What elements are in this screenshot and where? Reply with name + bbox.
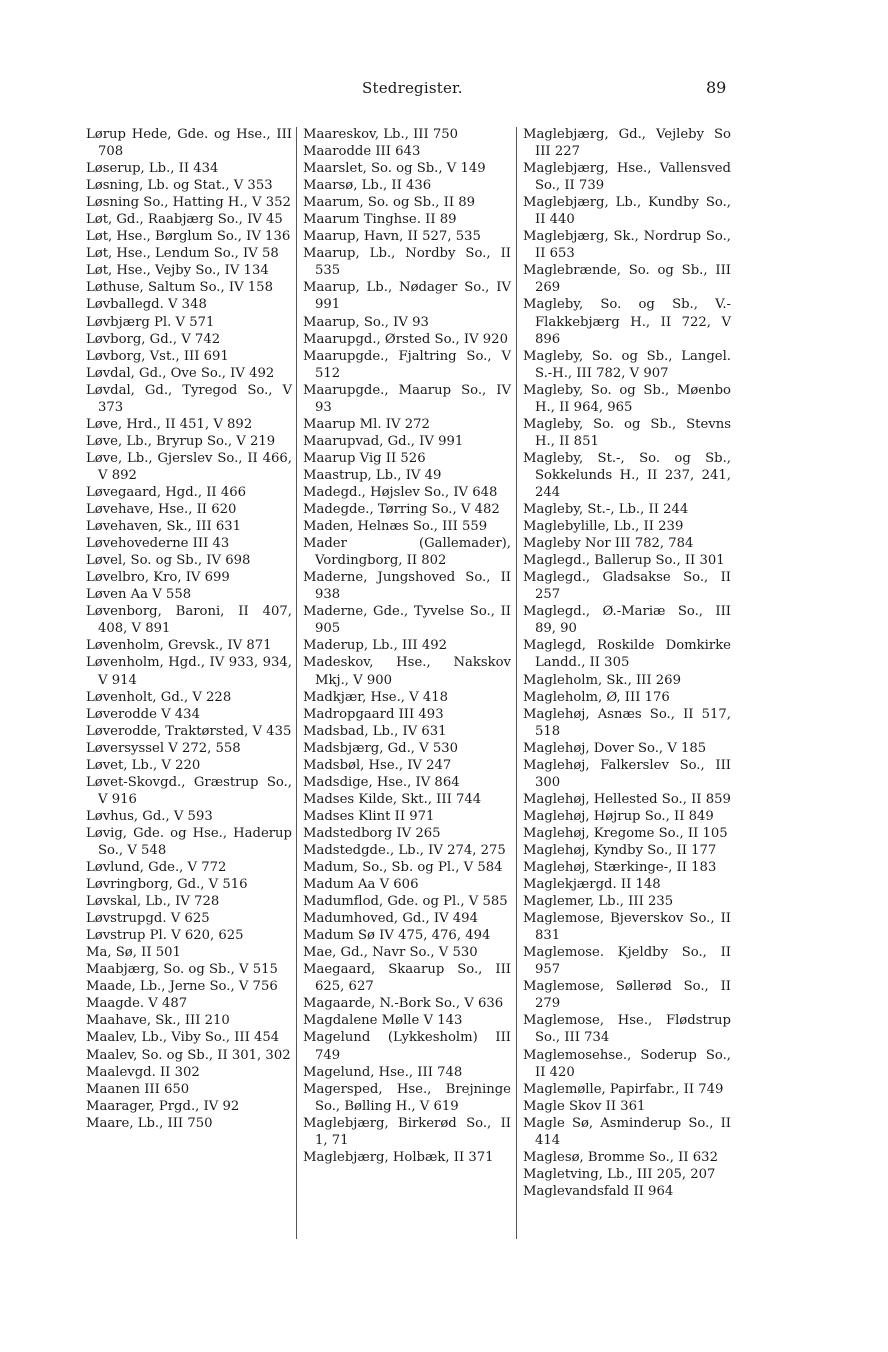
index-entry: Maglehøj, Stærkinge-, II 183 bbox=[523, 860, 717, 876]
index-entry: Løvskal, Lb., IV 728 bbox=[86, 894, 220, 910]
index-entry: Maagde. V 487 bbox=[86, 996, 188, 1012]
index-entry: Maglehøj, Hellested So., II 859 bbox=[523, 791, 731, 807]
index-entry: Maglehøj, Asnæs So., II 517, 518 bbox=[523, 706, 731, 739]
index-entry: Maglemer, Lb., III 235 bbox=[523, 894, 674, 910]
index-entry: Magletving, Lb., III 205, 207 bbox=[523, 1166, 716, 1182]
index-entry: Løve, Lb., Bryrup So., V 219 bbox=[86, 433, 276, 449]
index-column-1 bbox=[86, 126, 292, 1132]
index-entry: Maarupgde., Maarup So., IV 93 bbox=[303, 382, 511, 415]
index-entry: Maglegd., Ø.-Mariæ So., III 89, 90 bbox=[523, 604, 731, 637]
index-entry: Maarsø, Lb., II 436 bbox=[303, 178, 432, 194]
index-entry: Løve, Lb., Gjerslev So., II 466, V 892 bbox=[86, 450, 292, 483]
page-number: 89 bbox=[706, 78, 727, 97]
index-entry: Magleby, So. og Sb., Møenbo H., II 964, 965 bbox=[523, 382, 731, 415]
index-entry: Løvig, Gde. og Hse., Haderup So., V 548 bbox=[86, 825, 292, 858]
index-entry: Maglemose. Kjeldby So., II 957 bbox=[523, 945, 731, 978]
running-header-title: Stedregister. bbox=[362, 79, 463, 97]
index-entry: Maarup, Lb., Nordby So., II 535 bbox=[303, 246, 511, 279]
index-entry: Maglemølle, Papirfabr., II 749 bbox=[523, 1081, 724, 1097]
index-entry: Løvlund, Gde., V 772 bbox=[86, 860, 227, 876]
index-entry: Maglebrænde, So. og Sb., III 269 bbox=[523, 263, 731, 296]
index-entry: Maderup, Lb., III 492 bbox=[303, 638, 448, 654]
index-entry: Løvbjærg Pl. V 571 bbox=[86, 314, 215, 330]
index-entry: Maderne, Gde., Tyvelse So., II 905 bbox=[303, 604, 511, 637]
column-divider bbox=[516, 127, 517, 1239]
index-entry: Madumflod, Gde. og Pl., V 585 bbox=[303, 894, 508, 910]
index-entry: Maarup, So., IV 93 bbox=[303, 314, 429, 330]
index-entry: Magleholm, Ø, III 176 bbox=[523, 689, 670, 705]
index-entry: Løvet, Lb., V 220 bbox=[86, 757, 201, 773]
index-entry: Magelund, Hse., III 748 bbox=[303, 1064, 463, 1080]
index-entry: Magleby Nor III 782, 784 bbox=[523, 536, 694, 552]
index-entry: Løvborg, Vst., III 691 bbox=[86, 348, 229, 364]
index-entry: Løvstrup Pl. V 620, 625 bbox=[86, 928, 244, 944]
index-entry: Løvehovederne III 43 bbox=[86, 536, 230, 552]
index-entry: Maarup Vig II 526 bbox=[303, 450, 426, 466]
index-entry: Løt, Hse., Lendum So., IV 58 bbox=[86, 246, 279, 262]
index-entry: Maglebylille, Lb., II 239 bbox=[523, 519, 684, 535]
index-entry: Løserup, Lb., II 434 bbox=[86, 161, 219, 177]
index-entry: Løvel, So. og Sb., IV 698 bbox=[86, 553, 251, 569]
index-entry: Maade, Lb., Jerne So., V 756 bbox=[86, 979, 278, 995]
index-entry: Maglehøj, Falkerslev So., III 300 bbox=[523, 757, 731, 790]
index-column-2 bbox=[303, 126, 511, 1166]
index-entry: Løsning, Lb. og Stat., V 353 bbox=[86, 178, 273, 194]
index-entry: Løvhus, Gd., V 593 bbox=[86, 808, 213, 824]
index-entry: Maglebjærg, Lb., Kundby So., II 440 bbox=[523, 195, 731, 228]
index-entry: Madum, So., Sb. og Pl., V 584 bbox=[303, 860, 503, 876]
index-entry: Maglesø, Bromme So., II 632 bbox=[523, 1149, 718, 1165]
index-entry: Magle Sø, Asminderup So., II 414 bbox=[523, 1115, 731, 1148]
index-entry: Maglevandsfald II 964 bbox=[523, 1183, 674, 1199]
index-entry: Løvet-Skovgd., Græstrup So., V 916 bbox=[86, 774, 292, 807]
index-entry: Løvballegd. V 348 bbox=[86, 297, 207, 313]
index-entry: Madkjær, Hse., V 418 bbox=[303, 689, 449, 705]
index-entry: Maglehøj, Dover So., V 185 bbox=[523, 740, 707, 756]
index-entry: Løsning So., Hatting H., V 352 bbox=[86, 195, 291, 211]
index-entry: Maegaard, Skaarup So., III 625, 627 bbox=[303, 962, 511, 995]
index-entry: Madses Kilde, Skt., III 744 bbox=[303, 791, 482, 807]
index-entry: Maanen III 650 bbox=[86, 1081, 190, 1097]
index-entry: Magle Skov II 361 bbox=[523, 1098, 646, 1114]
index-entry: Maare, Lb., III 750 bbox=[86, 1115, 213, 1131]
index-entry: Maden, Helnæs So., III 559 bbox=[303, 519, 488, 535]
index-entry: Madstedborg IV 265 bbox=[303, 825, 441, 841]
index-entry: Maglehøj, Kyndby So., II 177 bbox=[523, 842, 717, 858]
index-entry: Mae, Gd., Navr So., V 530 bbox=[303, 945, 478, 961]
index-entry: Maglegd., Ballerup So., II 301 bbox=[523, 553, 725, 569]
index-entry: Maglemose, Bjeverskov So., II 831 bbox=[523, 911, 731, 944]
index-entry: Madum Aa V 606 bbox=[303, 877, 419, 893]
index-entry: Magaarde, N.-Bork So., V 636 bbox=[303, 996, 504, 1012]
index-entry: Løt, Hse., Børglum So., IV 136 bbox=[86, 229, 291, 245]
index-entry: Maglebjærg, Birkerød So., II 1, 71 bbox=[303, 1115, 511, 1148]
index-entry: Magleby, St.-, Lb., II 244 bbox=[523, 502, 689, 518]
index-entry: Madegde., Tørring So., V 482 bbox=[303, 502, 500, 518]
index-entry: Lørup Hede, Gde. og Hse., III 708 bbox=[86, 127, 292, 160]
index-entry: Maglemose, Søllerød So., II 279 bbox=[523, 979, 731, 1012]
index-entry: Maarup Ml. IV 272 bbox=[303, 416, 430, 432]
index-entry: Løvdal, Gd., Ove So., IV 492 bbox=[86, 365, 275, 381]
index-entry: Maglekjærgd. II 148 bbox=[523, 877, 661, 893]
index-entry: Maarupvad, Gd., IV 991 bbox=[303, 433, 464, 449]
index-entry: Maastrup, Lb., IV 49 bbox=[303, 467, 442, 483]
index-entry: Maarup, Havn, II 527, 535 bbox=[303, 229, 481, 245]
index-entry: Magleby, So. og Sb., V.-Flakkebjærg H., II 722, V 896 bbox=[523, 297, 731, 347]
index-entry: Maglemose, Hse., Flødstrup So., III 734 bbox=[523, 1013, 731, 1046]
index-entry: Maareskov, Lb., III 750 bbox=[303, 127, 459, 142]
index-entry: Løvehaven, Sk., III 631 bbox=[86, 519, 242, 535]
index-entry: Løthuse, Saltum So., IV 158 bbox=[86, 280, 273, 296]
index-entry: Løvringborg, Gd., V 516 bbox=[86, 877, 248, 893]
index-entry: Maglemosehse., Soderup So., II 420 bbox=[523, 1047, 731, 1080]
index-entry: Madsdige, Hse., IV 864 bbox=[303, 774, 460, 790]
index-entry: Madsbad, Lb., IV 631 bbox=[303, 723, 447, 739]
index-entry: Løvstrupgd. V 625 bbox=[86, 911, 210, 927]
index-entry: Løverodde, Traktørsted, V 435 bbox=[86, 723, 292, 739]
index-entry: Madumhoved, Gd., IV 494 bbox=[303, 911, 478, 927]
index-entry: Maarupgd., Ørsted So., IV 920 bbox=[303, 331, 508, 347]
index-entry: Madses Klint II 971 bbox=[303, 808, 435, 824]
index-entry: Løve, Hrd., II 451, V 892 bbox=[86, 416, 253, 432]
index-entry: Maglehøj, Højrup So., II 849 bbox=[523, 808, 714, 824]
index-entry: Løven Aa V 558 bbox=[86, 587, 192, 603]
index-column-3 bbox=[523, 126, 731, 1200]
index-entry: Magersped, Hse., Brejninge So., Bølling H., V 619 bbox=[303, 1081, 511, 1114]
index-entry: Maglegd., Gladsakse So., II 257 bbox=[523, 570, 731, 603]
index-entry: Maarum Tinghse. II 89 bbox=[303, 212, 457, 228]
index-entry: Maglehøj, Kregome So., II 105 bbox=[523, 825, 728, 841]
index-entry: Løvenborg, Baroni, II 407, 408, V 891 bbox=[86, 604, 292, 637]
index-entry: Maarum, So. og Sb., II 89 bbox=[303, 195, 476, 211]
index-entry: Løvdal, Gd., Tyregod So., V 373 bbox=[86, 382, 292, 415]
index-entry: Maglebjærg, Gd., Vejleby So III 227 bbox=[523, 127, 731, 160]
index-entry: Mader (Gallemader), Vordingborg, II 802 bbox=[303, 536, 511, 569]
index-entry: Maahave, Sk., III 210 bbox=[86, 1013, 230, 1029]
index-entry: Madeskov, Hse., Nakskov Mkj., V 900 bbox=[303, 655, 511, 688]
index-entry: Magleby, St.-, So. og Sb., Sokkelunds H., II 237, 241, 244 bbox=[523, 450, 731, 500]
index-entry: Ma, Sø, II 501 bbox=[86, 945, 181, 961]
index-entry: Maalevgd. II 302 bbox=[86, 1064, 200, 1080]
index-entry: Maglebjærg, Holbæk, II 371 bbox=[303, 1149, 494, 1165]
index-entry: Maarup, Lb., Nødager So., IV 991 bbox=[303, 280, 511, 313]
index-entry: Løt, Hse., Vejby So., IV 134 bbox=[86, 263, 269, 279]
index-entry: Madropgaard III 493 bbox=[303, 706, 444, 722]
index-entry: Løvelbro, Kro, IV 699 bbox=[86, 570, 230, 586]
index-entry: Madstedgde., Lb., IV 274, 275 bbox=[303, 842, 506, 858]
index-entry: Maarslet, So. og Sb., V 149 bbox=[303, 161, 486, 177]
index-entry: Madsbjærg, Gd., V 530 bbox=[303, 740, 459, 756]
index-entry: Madsbøl, Hse., IV 247 bbox=[303, 757, 452, 773]
index-entry: Løverodde V 434 bbox=[86, 706, 200, 722]
index-entry: Maarodde III 643 bbox=[303, 144, 421, 160]
index-entry: Maglebjærg, Sk., Nordrup So., II 653 bbox=[523, 229, 731, 262]
index-entry: Magleby, So. og Sb., Langel. S.-H., III 782, V 907 bbox=[523, 348, 731, 381]
index-entry: Løversyssel V 272, 558 bbox=[86, 740, 241, 756]
index-entry: Maalev, So. og Sb., II 301, 302 bbox=[86, 1047, 291, 1063]
index-entry: Magleby, So. og Sb., Stevns H., II 851 bbox=[523, 416, 731, 449]
column-divider bbox=[296, 127, 297, 1239]
index-entry: Maalev, Lb., Viby So., III 454 bbox=[86, 1030, 280, 1046]
index-entry: Magdalene Mølle V 143 bbox=[303, 1013, 463, 1029]
index-entry: Madegd., Højslev So., IV 648 bbox=[303, 484, 498, 500]
index-entry: Løvenholm, Grevsk., IV 871 bbox=[86, 638, 272, 654]
index-entry: Madum Sø IV 475, 476, 494 bbox=[303, 928, 491, 944]
index-entry: Maarager, Prgd., IV 92 bbox=[86, 1098, 240, 1114]
index-entry: Magleholm, Sk., III 269 bbox=[523, 672, 681, 688]
index-entry: Løvenholt, Gd., V 228 bbox=[86, 689, 232, 705]
index-entry: Løvenholm, Hgd., IV 933, 934, V 914 bbox=[86, 655, 292, 688]
index-entry: Løt, Gd., Raabjærg So., IV 45 bbox=[86, 212, 283, 228]
index-entry: Magelund (Lykkesholm) III 749 bbox=[303, 1030, 511, 1063]
index-entry: Maarupgde., Fjaltring So., V 512 bbox=[303, 348, 511, 381]
index-entry: Løvborg, Gd., V 742 bbox=[86, 331, 221, 347]
index-entry: Maglegd, Roskilde Domkirke Landd., II 305 bbox=[523, 638, 731, 671]
index-entry: Maglebjærg, Hse., Vallensved So., II 739 bbox=[523, 161, 731, 194]
index-entry: Maderne, Jungshoved So., II 938 bbox=[303, 570, 511, 603]
index-entry: Maabjærg, So. og Sb., V 515 bbox=[86, 962, 278, 978]
index-entry: Løvegaard, Hgd., II 466 bbox=[86, 484, 246, 500]
index-entry: Løvehave, Hse., II 620 bbox=[86, 502, 237, 518]
